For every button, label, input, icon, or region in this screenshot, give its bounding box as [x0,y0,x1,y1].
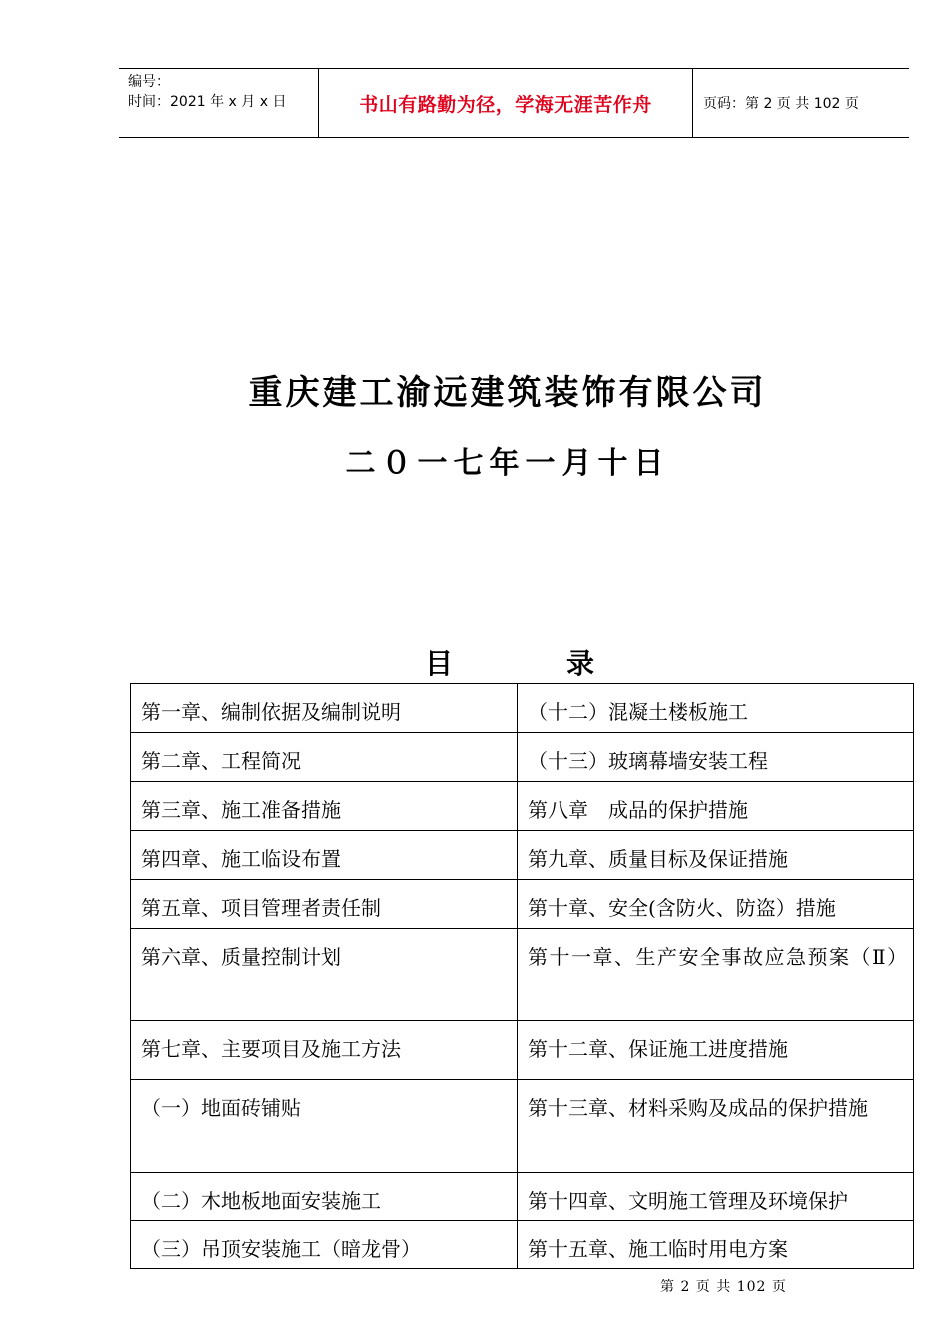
toc-entry: 第一章、编制依据及编制说明 [131,684,518,733]
page-footer: 第 2 页 共 102 页 [660,1279,787,1295]
toc-entry: （一）地面砖铺贴 [131,1080,518,1173]
header-motto: 书山有路勤为径，学海无涯苦作舟 [319,69,693,137]
toc-entry: 第十三章、材料采购及成品的保护措施 [518,1080,914,1173]
toc-row [131,1173,914,1221]
toc-title-right: 录 [566,647,595,680]
toc-row [131,684,914,733]
toc-entry: 第二章、工程简况 [131,733,518,782]
toc-entry: （二）木地板地面安装施工 [131,1173,518,1221]
toc-title-left: 目 [425,647,454,680]
page-header [119,68,909,138]
document-date: 二０一七年一月十日 [345,446,670,481]
toc-entry: 第四章、施工临设布置 [131,831,518,880]
number-label: 编号： [128,74,170,90]
toc-row [131,1221,914,1269]
toc-row [131,1021,914,1080]
toc-row [131,1080,914,1173]
toc-entry: （十二）混凝土楼板施工 [518,684,914,733]
toc-entry: （十三）玻璃幕墙安装工程 [518,733,914,782]
toc-entry: 第九章、质量目标及保证措施 [518,831,914,880]
toc-entry: 第十一章、生产安全事故应急预案（Ⅱ） [518,929,914,1021]
toc-entry: 第十章、安全(含防火、防盗）措施 [518,880,914,929]
toc-entry: 第十五章、施工临时用电方案 [518,1221,914,1269]
header-meta [119,69,319,137]
company-name: 重庆建工渝远建筑装饰有限公司 [248,373,767,413]
toc-entry: 第十四章、文明施工管理及环境保护 [518,1173,914,1221]
toc-row [131,733,914,782]
toc-table [130,683,914,1269]
toc-entry: 第十二章、保证施工进度措施 [518,1021,914,1080]
toc-entry: 第八章 成品的保护措施 [518,782,914,831]
toc-row [131,831,914,880]
toc-entry: 第六章、质量控制计划 [131,929,518,1021]
toc-entry: 第三章、施工准备措施 [131,782,518,831]
toc-row [131,929,914,1021]
toc-row [131,782,914,831]
toc-entry: 第五章、项目管理者责任制 [131,880,518,929]
toc-row [131,880,914,929]
time-label: 时间：2021 年 x 月 x 日 [128,94,287,110]
toc-entry: （三）吊顶安装施工（暗龙骨） [131,1221,518,1269]
toc-entry: 第七章、主要项目及施工方法 [131,1021,518,1080]
header-page-info: 页码：第 2 页 共 102 页 [703,96,859,112]
